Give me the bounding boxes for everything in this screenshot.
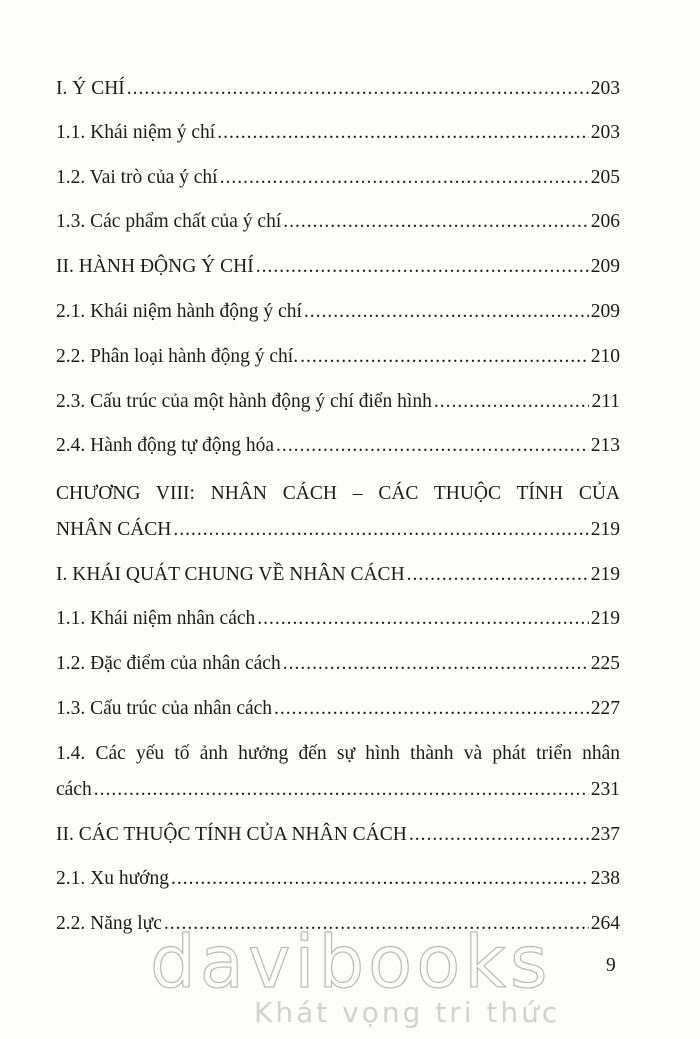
toc-entry	[56, 558, 620, 592]
toc-leader-dots	[283, 647, 589, 681]
toc-entry-page: 237	[590, 824, 620, 845]
toc-entry-title-line2: NHÂN CÁCH	[56, 519, 172, 540]
toc-entry-title: II. CÁC THUỘC TÍNH CỦA NHÂN CÁCH	[56, 824, 407, 845]
toc-entry	[56, 295, 620, 329]
toc-entry-page: 213	[590, 435, 620, 456]
toc-entry-title: 1.3. Cấu trúc của nhân cách	[56, 698, 273, 719]
toc-leader-dots	[283, 205, 589, 239]
toc-entry-title: 1.2. Vai trò của ý chí	[56, 167, 218, 188]
toc-entry-title: 1.2. Đặc điểm của nhân cách	[56, 653, 281, 674]
toc-entry	[56, 161, 620, 195]
toc-leader-dots	[171, 862, 589, 896]
toc-leader-dots	[409, 818, 589, 852]
toc-leader-dots	[407, 558, 589, 592]
toc-entry-page: 219	[590, 608, 620, 629]
toc-entry-page: 203	[590, 122, 620, 143]
toc-leader-dots	[304, 295, 589, 329]
toc-entry-page: 238	[590, 868, 620, 889]
toc-entry	[56, 205, 620, 239]
toc-entry-page: 231	[590, 779, 620, 800]
toc-leader-dots	[220, 161, 589, 195]
page-number: 9	[606, 955, 616, 976]
toc-leader-dots	[173, 512, 588, 548]
toc-entry-page: 206	[590, 211, 620, 232]
toc-entry-page: 209	[590, 301, 620, 322]
toc-entry-page: 219	[590, 519, 620, 540]
toc-entry-page: 264	[590, 913, 620, 934]
toc-entry-title: I. Ý CHÍ	[56, 78, 125, 99]
toc-chapter-entry	[56, 476, 620, 548]
toc-entry	[56, 429, 620, 463]
toc-entry	[56, 385, 620, 419]
toc-entry-page: 210	[590, 346, 620, 367]
watermark-brand: davibooks	[150, 920, 552, 1004]
toc-entry-title: 2.3. Cấu trúc của một hành động ý chí điển hình	[56, 391, 432, 412]
toc-entry-page: 225	[590, 653, 620, 674]
toc-entry-title-line1: CHƯƠNG VIII: NHÂN CÁCH – CÁC THUỘC TÍNH CỦA	[56, 483, 620, 504]
toc-entry-page: 227	[590, 698, 620, 719]
toc-entry-title: 2.2. Phân loại hành động ý chí.	[56, 346, 299, 367]
toc-leader-dots	[94, 772, 589, 808]
toc-entry-title: 2.1. Khái niệm hành động ý chí	[56, 301, 302, 322]
toc-entry-page: 219	[590, 564, 620, 585]
toc-entry-title-line1: 1.4. Các yếu tố ảnh hưởng đến sự hình thành và phát triển nhân	[56, 743, 620, 764]
toc-entry	[56, 72, 620, 106]
toc-entry	[56, 340, 620, 374]
toc-entry-title: 1.1. Khái niệm nhân cách	[56, 608, 256, 629]
watermark-tagline: Khát vọng tri thức	[254, 996, 561, 1029]
toc-leader-dots	[217, 116, 589, 150]
toc-entry-title: 2.2. Năng lực	[56, 913, 162, 934]
toc-leader-dots	[434, 385, 590, 419]
watermark-logo	[150, 922, 570, 1032]
toc-entry-title: 1.1. Khái niệm ý chí	[56, 122, 216, 143]
toc-entry	[56, 647, 620, 681]
toc-leader-dots	[256, 250, 589, 284]
toc-entry	[56, 116, 620, 150]
toc-entry-title: 1.3. Các phẩm chất của ý chí	[56, 211, 282, 232]
toc-entry	[56, 862, 620, 896]
toc-leader-dots	[257, 602, 588, 636]
toc-leader-dots	[274, 692, 589, 726]
toc-entry-page: 209	[590, 256, 620, 277]
toc-entry-title: I. KHÁI QUÁT CHUNG VỀ NHÂN CÁCH	[56, 564, 405, 585]
toc-entry-title: 2.1. Xu hướng	[56, 868, 169, 889]
toc-leader-dots	[300, 340, 589, 374]
toc-entry-title: 2.4. Hành động tự động hóa	[56, 435, 275, 456]
toc-entry-page: 211	[591, 391, 620, 412]
toc-entry-two-line	[56, 736, 620, 808]
toc-entry	[56, 250, 620, 284]
toc-entry	[56, 602, 620, 636]
toc-entry	[56, 818, 620, 852]
toc-entry-page: 205	[590, 167, 620, 188]
toc-entry-page: 203	[590, 78, 620, 99]
toc-entry-title: II. HÀNH ĐỘNG Ý CHÍ	[56, 256, 254, 277]
toc-leader-dots	[276, 429, 589, 463]
toc-entry	[56, 692, 620, 726]
toc-leader-dots	[127, 72, 589, 106]
toc-entry-title-line2: cách	[56, 779, 92, 800]
